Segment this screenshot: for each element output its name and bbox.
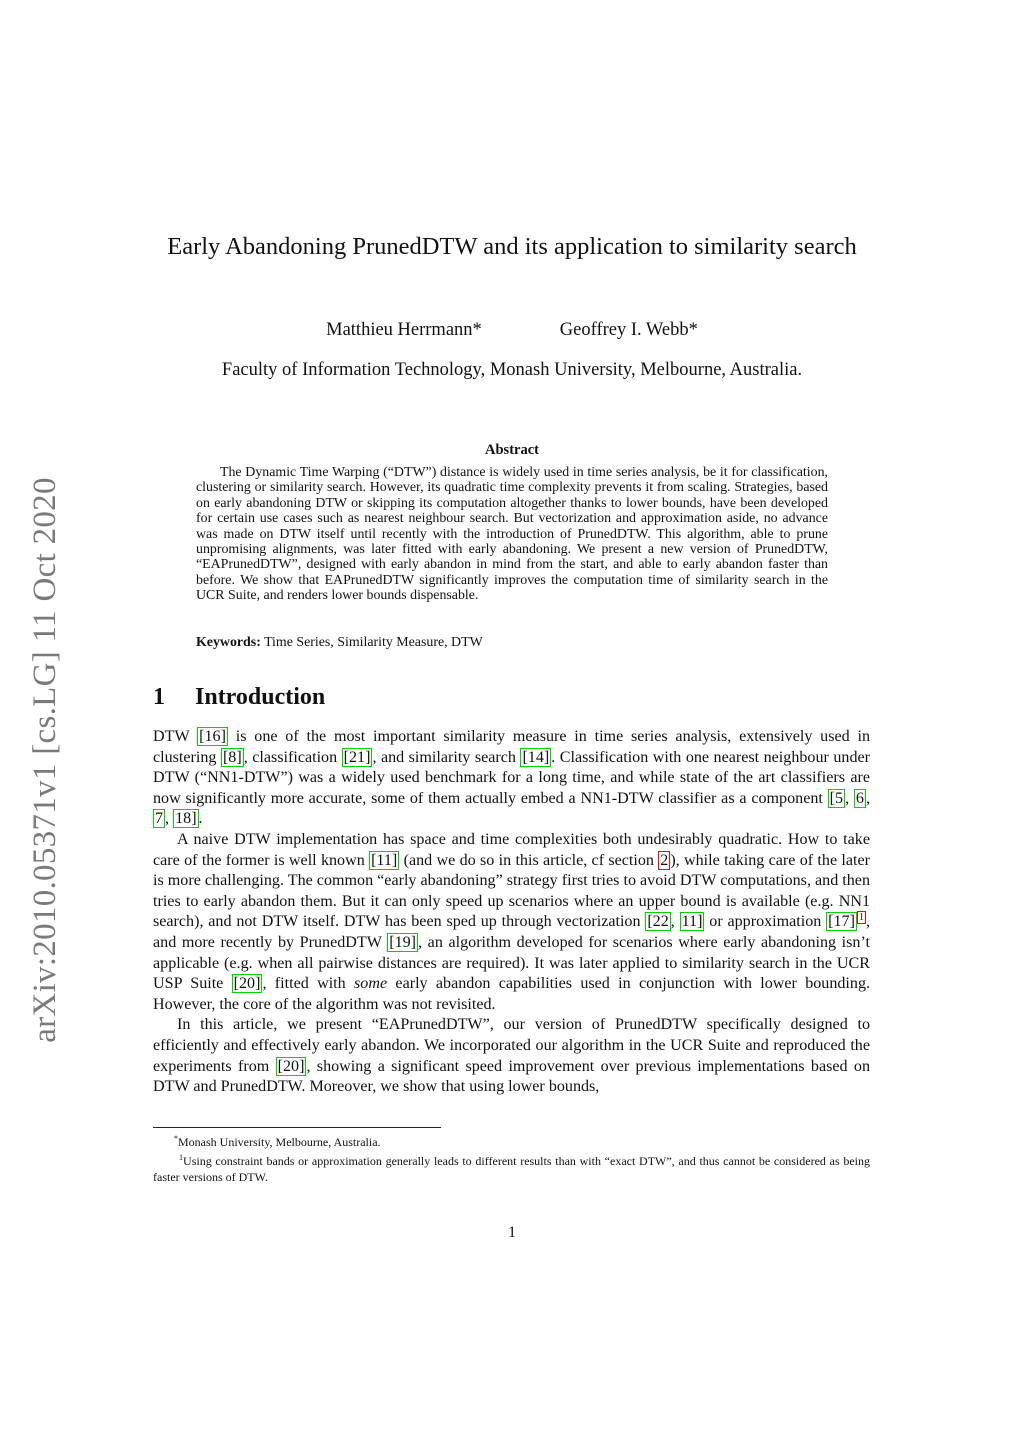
section-number: 1 xyxy=(153,684,165,710)
keywords xyxy=(196,635,828,651)
text-run: A naive DTW implementation has space and time complexities both undesirably quadratic. How to take care of the former is well known xyxy=(153,830,870,869)
paragraph-1 xyxy=(153,727,870,830)
citation-link[interactable]: 7 xyxy=(155,810,164,828)
author-herrmann: Matthieu Herrmann* xyxy=(326,320,482,340)
text-run: , an algorithm developed for scenarios where early abandoning isn’t applicable (e.g. when all pairwise distances are required). It was later applied to similarity search in the UCR USP Suite xyxy=(153,933,870,993)
footnotes xyxy=(153,1131,870,1185)
author-webb: Geoffrey I. Webb* xyxy=(559,320,698,340)
section-reference-link[interactable]: 2 xyxy=(660,851,669,869)
footnote-divider xyxy=(153,1127,441,1128)
footnote-marker: * xyxy=(174,1134,178,1143)
paragraph-2 xyxy=(153,830,870,1015)
text-run: , fitted with xyxy=(262,975,355,993)
text-run: , classification xyxy=(243,748,342,766)
introduction-body xyxy=(153,727,870,1098)
citation-link[interactable]: [16] xyxy=(199,728,226,745)
footnote-reference-link[interactable]: 1 xyxy=(858,911,864,923)
citation-link[interactable]: 6 xyxy=(855,789,864,807)
text-run: , and similarity search xyxy=(372,748,521,766)
text-run: , showing a significant speed improvement over previous implementations based on DTW and PrunedDTW. Moreover, we show that using lower bounds, xyxy=(153,1057,870,1096)
text-run: , and more recently by PrunedDTW xyxy=(153,913,870,951)
citation-link[interactable]: 18] xyxy=(175,810,197,828)
text-run: early abandon capabilities used in conjunction with lower bounding. However, the core of the algorithm was not revisited. xyxy=(153,975,871,1013)
text-run: or approximation xyxy=(704,913,827,931)
text-run: . xyxy=(198,810,203,828)
section-heading-introduction xyxy=(153,682,325,712)
page-number: 1 xyxy=(508,1224,516,1241)
author-list xyxy=(150,318,874,342)
text-run: , xyxy=(165,810,174,828)
citation-link[interactable]: [20] xyxy=(233,975,261,993)
text-run: . Classification with one nearest neighbour under DTW (“NN1-DTW”) was a widely used benchmark for a long time, and while state of the art classifiers are now significantly more accurate, some of them actually embed a NN1-DTW classifier as a component xyxy=(153,748,871,807)
footnote-text: Monash University, Melbourne, Australia. xyxy=(178,1135,381,1149)
citation-link[interactable]: [19] xyxy=(389,933,417,951)
citation-link[interactable]: [22 xyxy=(647,913,669,931)
text-run: , xyxy=(865,789,870,807)
citation-link[interactable]: [5 xyxy=(829,789,844,807)
citation-link[interactable]: [11] xyxy=(371,851,398,869)
footnote-affiliation xyxy=(153,1131,870,1150)
arxiv-identifier-stamp: arXiv:2010.05371v1 [cs.LG] 11 Oct 2020 xyxy=(27,477,63,1043)
citation-link[interactable]: [14] xyxy=(522,748,550,766)
text-run: (and we do so in this article, cf section xyxy=(399,851,659,869)
emphasis-text: some xyxy=(354,975,388,993)
citation-link[interactable]: [17] xyxy=(828,913,855,931)
citation-link[interactable]: [20] xyxy=(277,1057,305,1075)
footnote-1 xyxy=(153,1150,870,1185)
paragraph-3 xyxy=(153,1015,870,1097)
paper-title: Early Abandoning PrunedDTW and its application to similarity search xyxy=(167,233,857,260)
citation-link[interactable]: [8] xyxy=(222,748,242,766)
affiliation: Faculty of Information Technology, Monash University, Melbourne, Australia. xyxy=(221,360,803,380)
keywords-list: Time Series, Similarity Measure, DTW xyxy=(264,635,483,650)
keywords-label: Keywords: xyxy=(196,635,261,650)
abstract-body: The Dynamic Time Warping (“DTW”) distance is widely used in time series analysis, be it for classification, clustering or similarity search. However, its quadratic time complexity prevents it from scaling. Strategies, based on early abandoning DTW or skipping its computation altogether thanks to lower bounds, have been developed for certain use cases such as nearest neighbour search. But vectorization and approximation aside, no advance was made on DTW itself until recently with the introduction of PrunedDTW. This algorithm, able to prune unpromising alignments, was later fitted with early abandoning. We present a new version of PrunedDTW, “EAPrunedDTW”, designed with early abandon in mind from the start, and able to early abandon faster than before. We show that EAPrunedDTW significantly improves the computation time of similarity search in the UCR Suite, and renders lower bounds dispensable. xyxy=(196,465,828,604)
citation-link[interactable]: 11] xyxy=(681,913,703,931)
section-title: Introduction xyxy=(195,684,326,710)
text-run: , xyxy=(670,913,680,931)
text-run: ), while taking care of the later is more challenging. The common “early abandoning” strategy first tries to avoid DTW computations, and then tries to early abandon them. But it can only speed up scenarios where an upper bound is available (e.g. NN1 search), and not DTW itself. DTW has been sped up through vectorization xyxy=(153,851,870,931)
abstract-heading: Abstract xyxy=(485,442,539,458)
text-run: , xyxy=(845,789,854,807)
text-run: In this article, we present “EAPrunedDTW”, our version of PrunedDTW specifically designed to efficiently and effectively early abandon. We incorporated our algorithm in the UCR Suite and reproduced the experiments from xyxy=(153,1016,870,1075)
footnote-text: Using constraint bands or approximation generally leads to different results than with “exact DTW”, and thus cannot be considered as being faster versions of DTW. xyxy=(153,1154,870,1184)
footnote-marker: 1 xyxy=(179,1153,184,1162)
citation-link[interactable]: [21] xyxy=(343,748,371,766)
text-run: is one of the most important similarity measure in time series analysis, extensively used in clustering xyxy=(153,728,870,766)
text-run: DTW xyxy=(153,728,198,745)
